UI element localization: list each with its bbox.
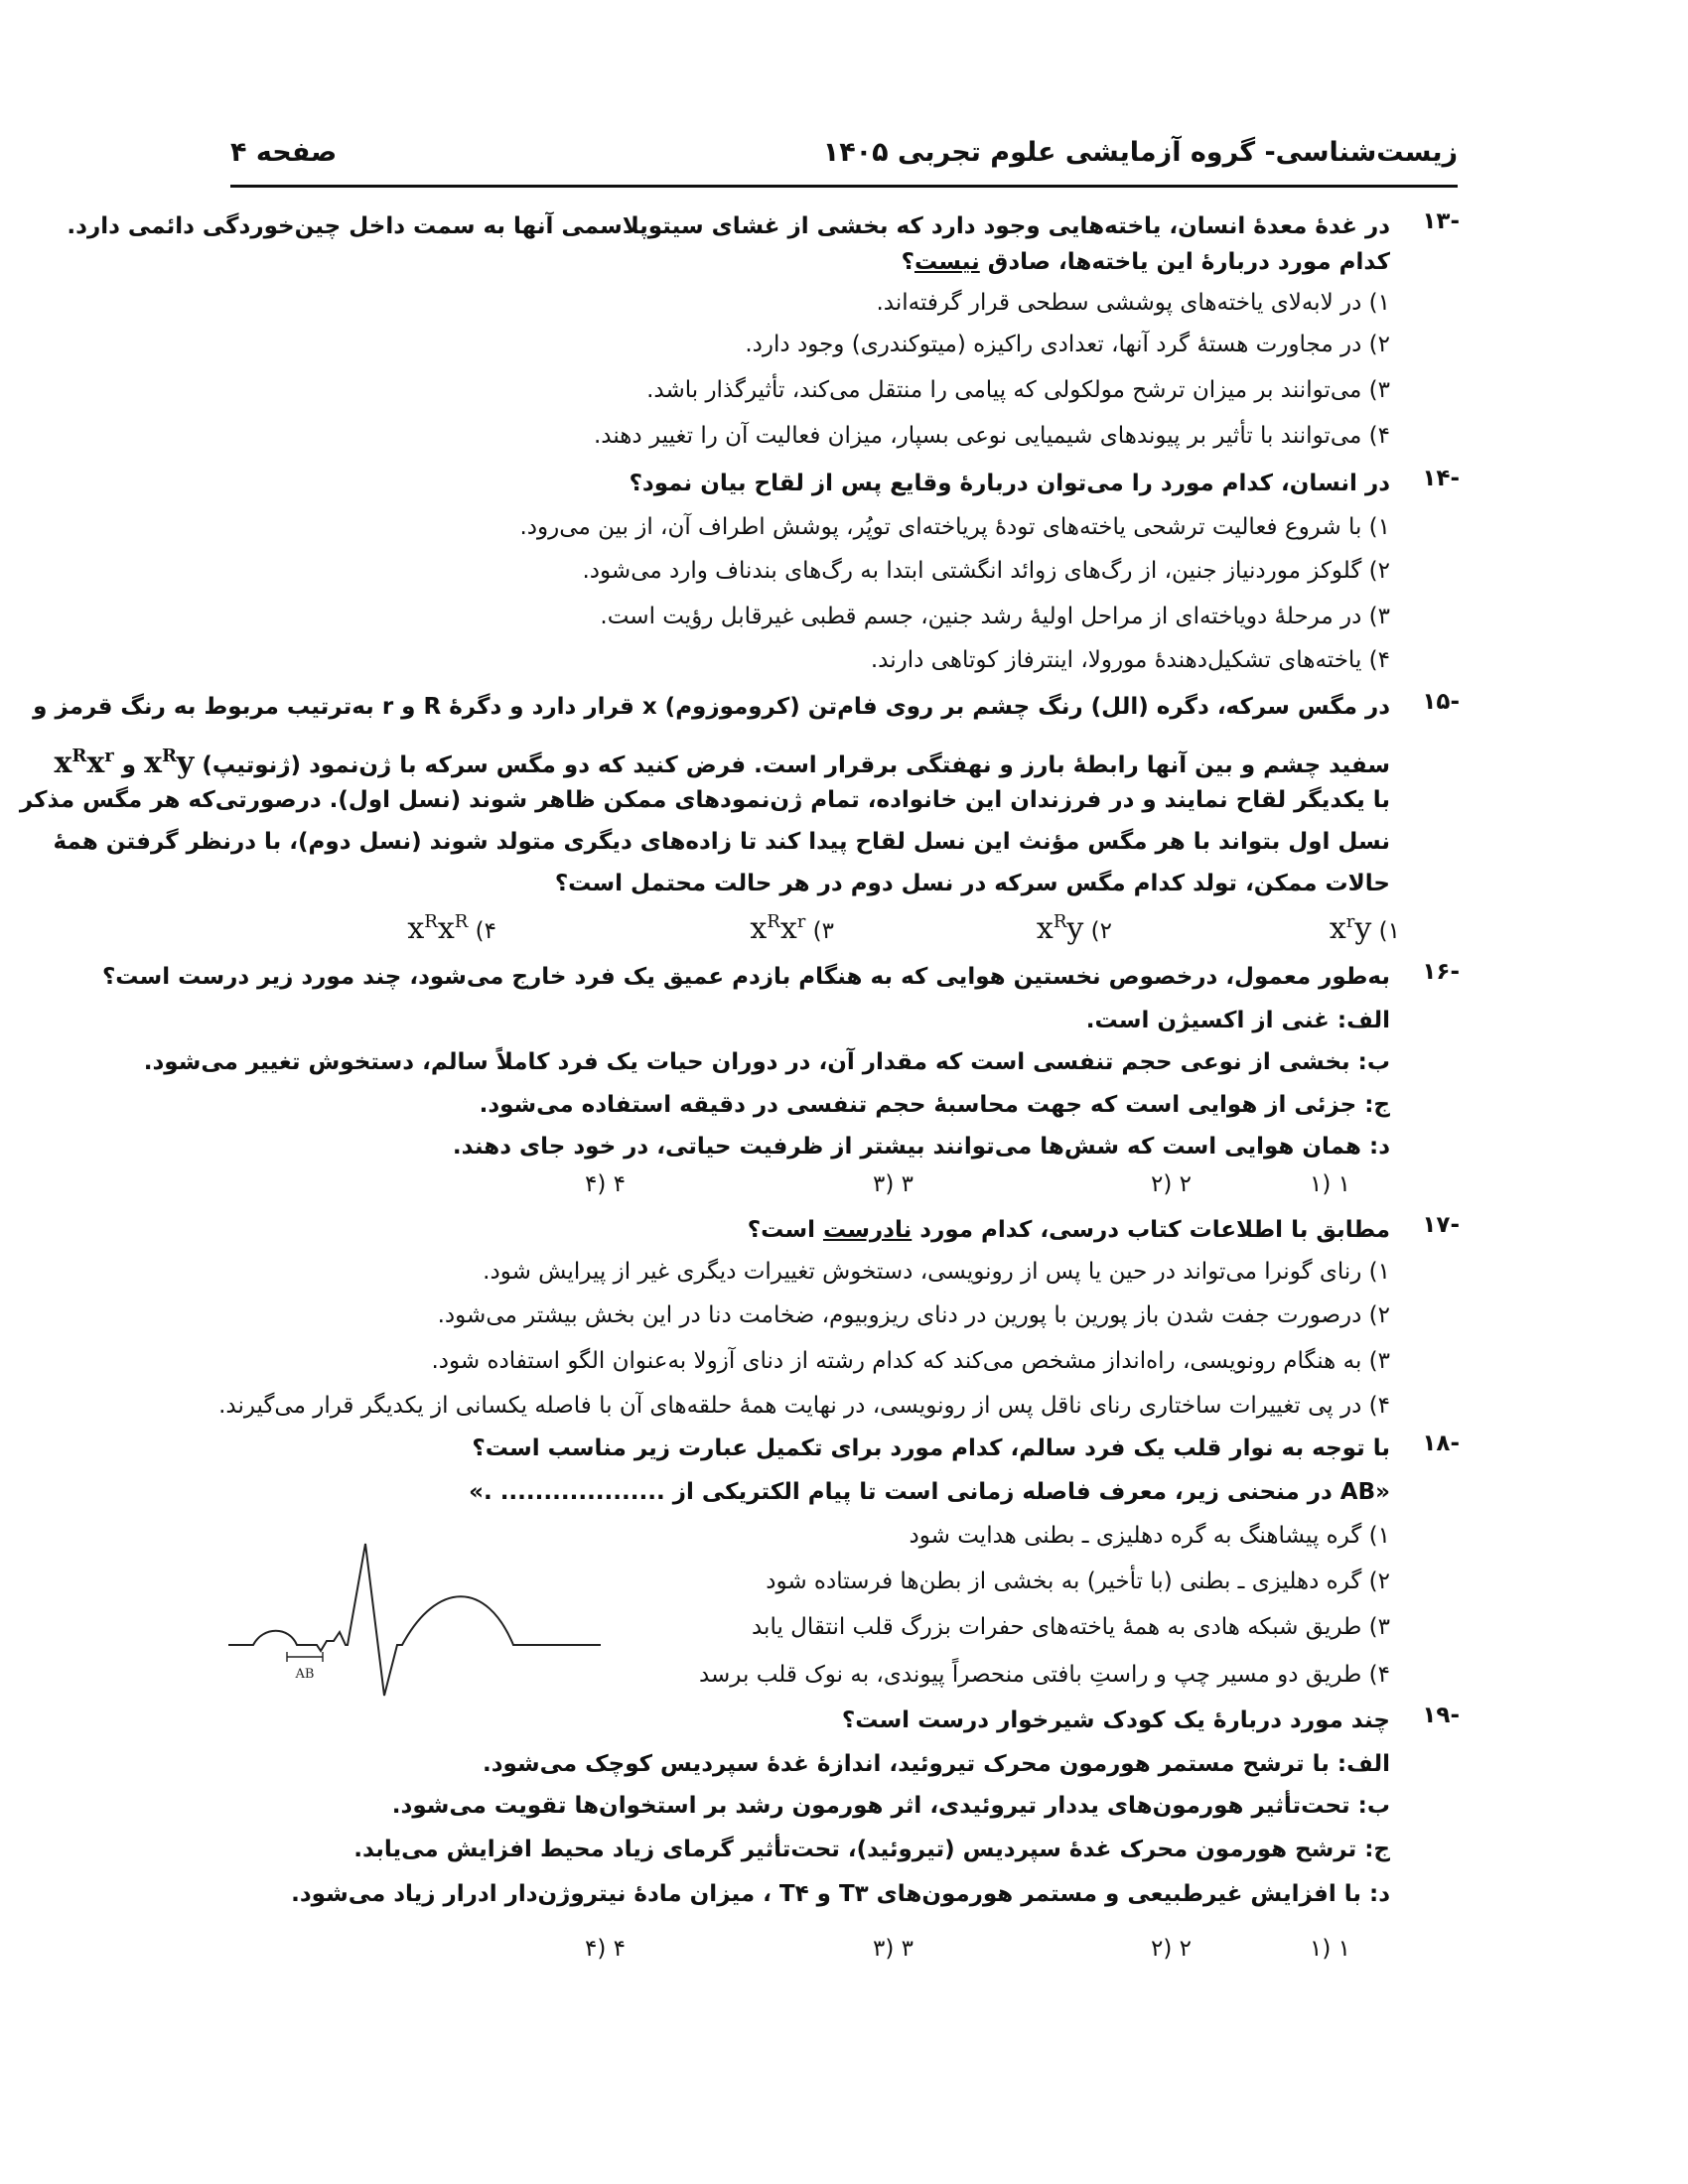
question-14-option-1: ۱) با شروع فعالیت ترشحی یاخته‌های تودهٔ پریاخته‌ای توپُر، پوشش اطراف آن، از بین می‌رود.	[519, 514, 1390, 540]
question-16-option-1: ۱ (۱	[1309, 1171, 1350, 1197]
question-19-option-3: ۳ (۳	[872, 1936, 914, 1962]
question-19-item-d: د: با افزایش غیرطبیعی و مستمر هورمون‌های T۳ و T۴ ، میزان مادهٔ نیتروژن‌دار ادرار زیاد می‌شود.	[291, 1881, 1390, 1907]
ab-label: AB	[295, 1667, 315, 1682]
question-17-number: ۱۷-	[1422, 1212, 1460, 1238]
question-18-number: ۱۸-	[1422, 1431, 1460, 1456]
question-15-stem-line2: سفید چشم و بین آنها رابطهٔ بارز و نهفتگی برقرار است. فرض کنید که دو مگس سرکه با ژن‌نمود (ژنوتیپ) $x^Ry$ و $x^Rx^r$	[54, 746, 1390, 780]
question-16-item-b: ب: بخشی از نوعی حجم تنفسی است که مقدار آن، در دوران حیات یک فرد کاملاً سالم، دستخوش تغییر می‌شود.	[143, 1049, 1390, 1075]
header-page-number: صفحه ۴	[230, 137, 338, 168]
question-13-option-4: ۴) می‌توانند با تأثیر بر پیوندهای شیمیایی نوعی بسپار، میزان فعالیت آن را تغییر دهند.	[593, 423, 1390, 449]
question-15-option-3: ۳) $x^Rx^r$	[750, 911, 834, 946]
question-13-option-2: ۲) در مجاورت هستهٔ گرد آنها، تعدادی راکیزه (میتوکندری) وجود دارد.	[745, 332, 1390, 357]
emphasis-incorrect: نادرست	[822, 1217, 913, 1243]
question-19-option-4: ۴ (۴	[584, 1936, 626, 1962]
question-13-stem-line1: در غدهٔ معدهٔ انسان، یاخته‌هایی وجود دارد که بخشی از غشای سیتوپلاسمی آنها به سمت داخل چین‌خوردگی دائمی دارد.	[67, 213, 1390, 239]
question-17-option-1: ۱) رنای گونرا می‌تواند در حین یا پس از رونویسی، دستخوش تغییرات دیگری غیر از پیرایش شود.	[483, 1259, 1390, 1285]
genotype-xRxr: $x^Rx^r$	[54, 746, 114, 780]
question-19-item-b: ب: تحت‌تأثیر هورمون‌های یددار تیروئیدی، اثر هورمون رشد بر استخوان‌ها تقویت می‌شود.	[391, 1793, 1390, 1819]
question-14-number: ۱۴-	[1422, 466, 1460, 491]
question-14-option-3: ۳) در مرحلهٔ دویاخته‌ای از مراحل اولیهٔ رشد جنین، جسم قطبی غیرقابل رؤیت است.	[600, 604, 1390, 629]
question-14-option-4: ۴) یاخته‌های تشکیل‌دهندهٔ مورولا، اینترفاز کوتاهی دارند.	[870, 647, 1390, 673]
question-13-option-1: ۱) در لابه‌لای یاخته‌های پوششی سطحی قرار گرفته‌اند.	[876, 290, 1390, 316]
ecg-diagram	[223, 1539, 611, 1707]
question-18-option-1: ۱) گره پیشاهنگ به گره دهلیزی ـ بطنی هدایت شود	[909, 1523, 1390, 1549]
question-15-option-2: ۲) $x^Ry$	[1036, 911, 1112, 946]
question-13-number: ۱۳-	[1422, 208, 1460, 234]
emphasis-not: نیست	[914, 249, 980, 275]
question-16-option-3: ۳ (۳	[872, 1171, 914, 1197]
question-19-item-a: الف: با ترشح مستمر هورمون محرک تیروئید، اندازهٔ غدهٔ سپردیس کوچک می‌شود.	[483, 1751, 1390, 1777]
question-17-stem: مطابق با اطلاعات کتاب درسی، کدام مورد نادرست است؟	[747, 1217, 1390, 1243]
question-15-stem-line3: با یکدیگر لقاح نمایند و در فرزندان این خانواده، تمام ژن‌نمودهای ممکن ظاهر شوند (نسل اول). درصورتی‌که هر مگس مذکر	[19, 787, 1390, 813]
question-18-statement: «AB در منحنی زیر، معرف فاصله زمانی است تا پیام الکتریکی از ................... .»	[469, 1479, 1390, 1505]
question-16-item-d: د: همان هوایی است که شش‌ها می‌توانند بیشتر از ظرفیت حیاتی، در خود جای دهند.	[452, 1134, 1390, 1160]
question-19-option-1: ۱ (۱	[1309, 1936, 1350, 1962]
ecg-waveform	[228, 1544, 601, 1696]
question-19-stem: چند مورد دربارهٔ یک کودک شیرخوار درست است؟	[841, 1707, 1390, 1733]
header-title: زیست‌شناسی- گروه آزمایشی علوم تجربی ۱۴۰۵	[822, 137, 1458, 168]
question-18-option-2: ۲) گره دهلیزی ـ بطنی (با تأخیر) به بخشی از بطن‌ها فرستاده شود	[766, 1569, 1390, 1594]
page-header	[230, 137, 1458, 188]
question-15-number: ۱۵-	[1422, 689, 1460, 715]
question-19-option-2: ۲ (۲	[1150, 1936, 1192, 1962]
question-15-stem-line1: در مگس سرکه، دگره (الل) رنگ چشم بر روی فام‌تن (کروموزوم) x قرار دارد و دگرهٔ R و r به‌ترتیب مربوط به رنگ قرمز و	[33, 694, 1390, 720]
genotype-xRy: $x^Ry$	[144, 746, 195, 780]
question-15-option-4: ۴) $x^Rx^R$	[407, 911, 496, 946]
question-17-option-3: ۳) به هنگام رونویسی، راه‌انداز مشخص می‌کند که کدام رشته از دنای آزولا به‌عنوان الگو استفاده شود.	[431, 1348, 1390, 1374]
question-17-option-2: ۲) درصورت جفت شدن باز پورین با پورین در دنای ریزوبیوم، ضخامت دنا در این بخش بیشتر می‌شود.	[437, 1302, 1390, 1328]
question-16-item-a: الف: غنی از اکسیژن است.	[1085, 1008, 1390, 1033]
question-19-item-c: ج: ترشح هورمون محرک غدهٔ سپردیس (تیروئید)، تحت‌تأثیر گرمای زیاد محیط افزایش می‌یابد.	[353, 1837, 1390, 1862]
question-16-option-4: ۴ (۴	[584, 1171, 626, 1197]
question-13-stem-line2: کدام مورد دربارهٔ این یاخته‌ها، صادق نیست؟	[901, 249, 1390, 275]
question-17-option-4: ۴) در پی تغییرات ساختاری رنای ناقل پس از رونویسی، در نهایت همهٔ حلقه‌های آن با فاصله یکسانی از یکدیگر قرار می‌گیرند.	[218, 1393, 1390, 1419]
question-16-stem: به‌طور معمول، درخصوص نخستین هوایی که به هنگام بازدم عمیق یک فرد خارج می‌شود، چند مورد زیر درست است؟	[101, 964, 1390, 990]
question-18-option-4: ۴) طریق دو مسیر چپ و راستِ بافتی منحصراً پیوندی، به نوک قلب برسد	[698, 1662, 1390, 1688]
question-16-item-c: ج: جزئی از هوایی است که جهت محاسبهٔ حجم تنفسی در دقیقه استفاده می‌شود.	[479, 1092, 1390, 1118]
question-14-option-2: ۲) گلوکز موردنیاز جنین، از رگ‌های زوائد انگشتی ابتدا به رگ‌های بندناف وارد می‌شود.	[582, 558, 1390, 584]
question-18-option-3: ۳) طریق شبکه هادی به همهٔ یاخته‌های حفرات بزرگ قلب انتقال یابد	[751, 1614, 1390, 1640]
question-16-number: ۱۶-	[1422, 959, 1460, 985]
question-14-stem: در انسان، کدام مورد را می‌توان دربارهٔ وقایع پس از لقاح بیان نمود؟	[629, 471, 1390, 496]
question-15-options	[298, 911, 1400, 951]
question-19-number: ۱۹-	[1422, 1703, 1460, 1728]
question-19-options	[298, 1936, 1400, 1976]
question-16-options	[298, 1171, 1400, 1211]
question-15-option-1: ۱) $x^ry$	[1329, 911, 1400, 946]
question-18-stem: با توجه به نوار قلب یک فرد سالم، کدام مورد برای تکمیل عبارت زیر مناسب است؟	[472, 1435, 1390, 1461]
question-15-stem-line4: نسل اول بتواند با هر مگس مؤنث این نسل لقاح پیدا کند تا زاده‌های دیگری متولد شوند (نسل دوم)، با درنظر گرفتن همهٔ	[53, 829, 1390, 855]
question-13-option-3: ۳) می‌توانند بر میزان ترشح مولکولی که پیامی را منتقل می‌کند، تأثیرگذار باشد.	[646, 377, 1390, 403]
question-16-option-2: ۲ (۲	[1150, 1171, 1192, 1197]
question-15-stem-line5: حالات ممکن، تولد کدام مگس سرکه در نسل دوم در هر حالت محتمل است؟	[554, 871, 1390, 896]
